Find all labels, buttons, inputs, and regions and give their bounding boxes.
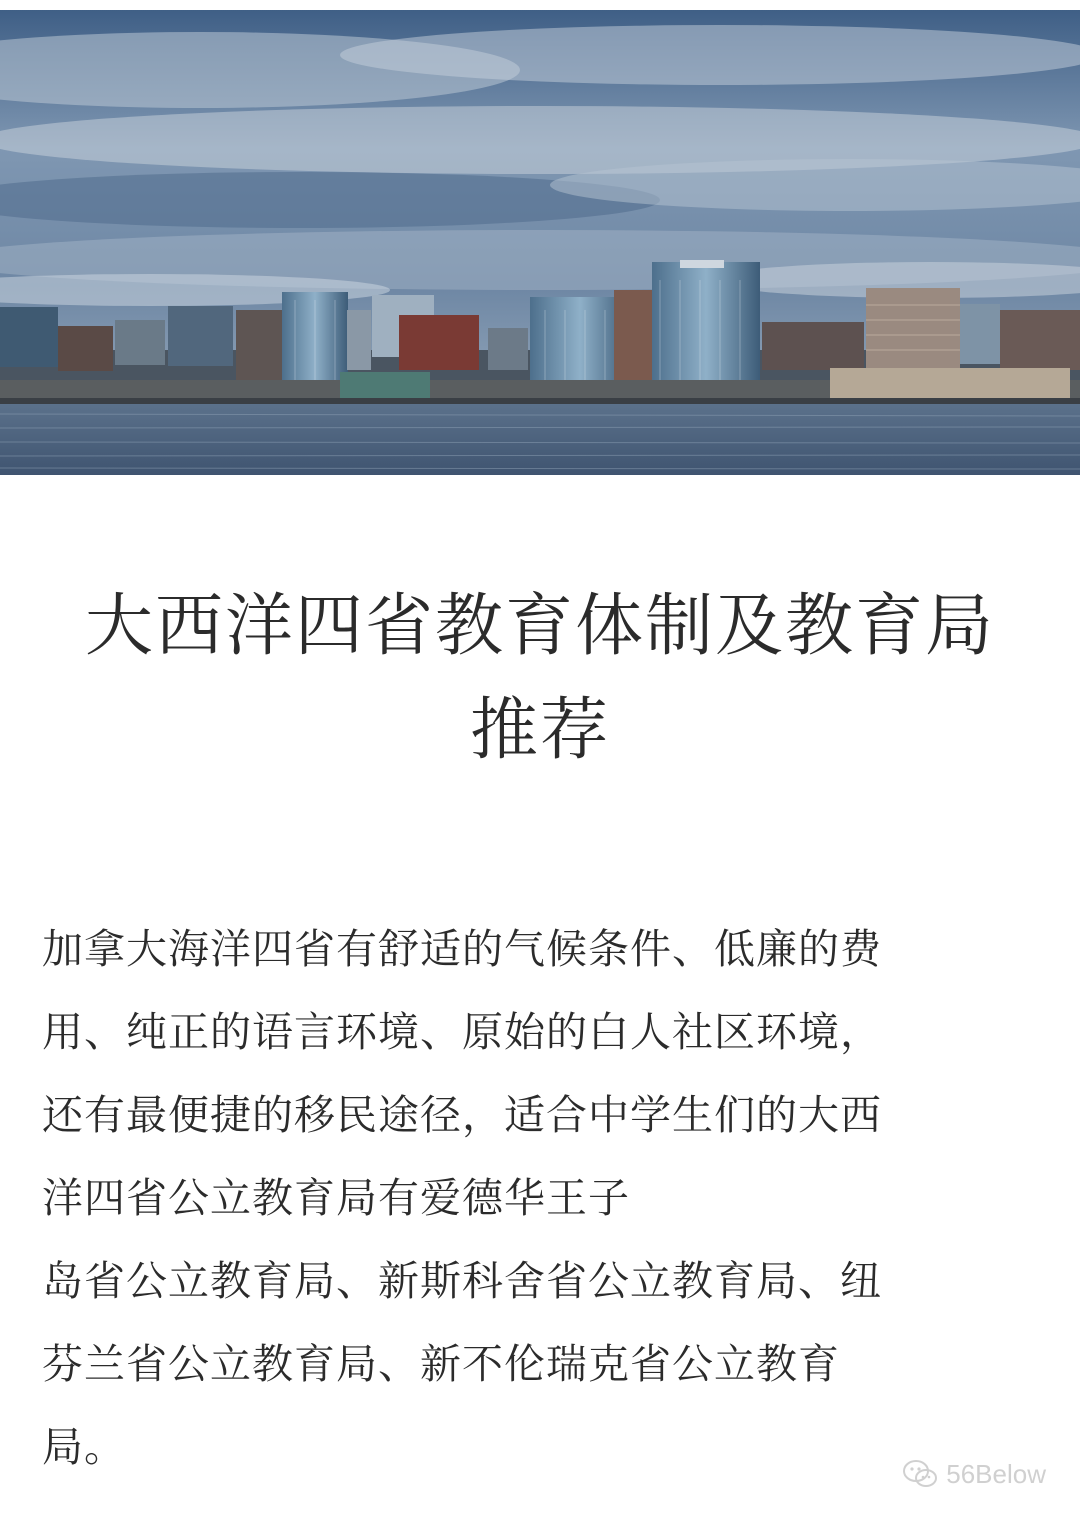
paragraph-line-1: 加拿大海洋四省有舒适的气候条件、低廉的费 [42, 925, 882, 973]
paragraph-line-7: 局。 [42, 1423, 126, 1471]
paragraph-line-3: 还有最便捷的移民途径，适合中学生们的大西 [42, 1091, 882, 1139]
hero-image [0, 10, 1080, 475]
title-line-1: 大西洋四省教育体制及教育局 [84, 587, 995, 666]
paragraph-line-5: 岛省公立教育局、新斯科舍省公立教育局、纽 [42, 1257, 882, 1305]
article-paragraph [42, 908, 1017, 1489]
watermark-text: 56Below [946, 1458, 1046, 1489]
wechat-icon [902, 1459, 938, 1489]
paragraph-line-2: 用、纯正的语言环境、原始的白人社区环境， [42, 1008, 882, 1056]
article-title [40, 575, 1040, 783]
skyline-photo [0, 10, 1080, 475]
paragraph-line-6: 芬兰省公立教育局、新不伦瑞克省公立教育 [42, 1340, 840, 1388]
top-spacer [0, 0, 1080, 10]
watermark [902, 1454, 1046, 1494]
paragraph-line-4: 洋四省公立教育局有爱德华王子 [42, 1174, 630, 1222]
title-line-2: 推荐 [469, 691, 610, 770]
